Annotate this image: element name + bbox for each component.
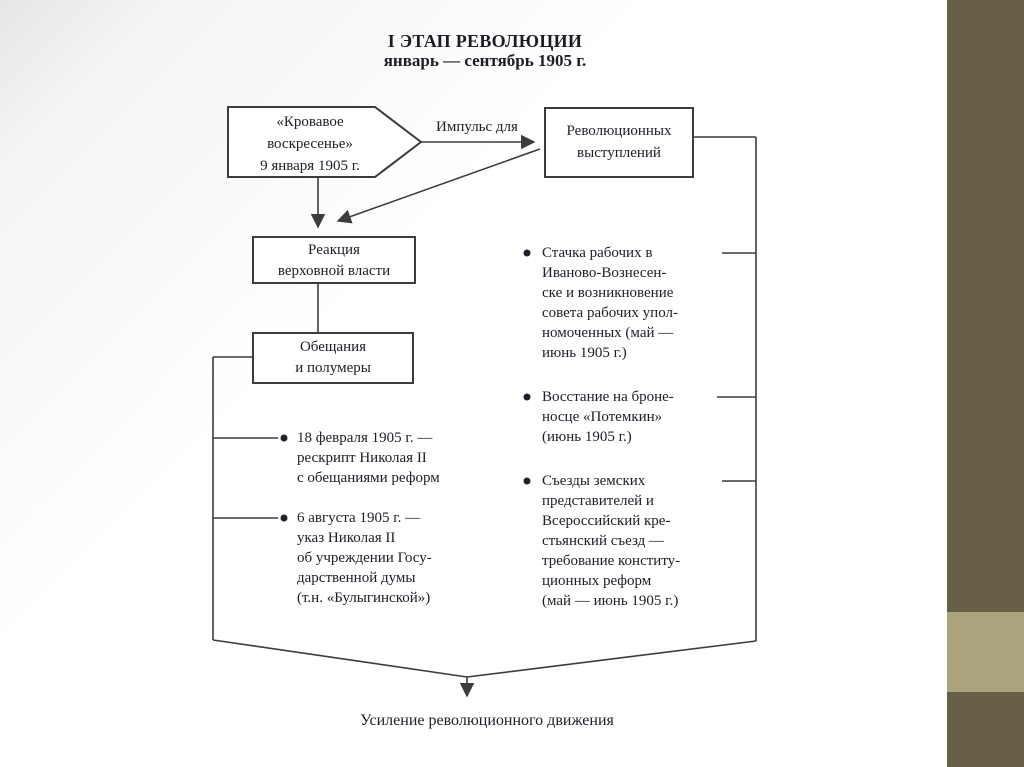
bullet-dot bbox=[524, 478, 531, 485]
left-event-2: 6 августа 1905 г. — указ Николая II об учреждении Госу- дарственной думы (т.н. «Булыгинской») bbox=[297, 510, 432, 606]
diagram-arrows bbox=[318, 142, 540, 696]
right-event-3: Съезды земских представителей и Всероссийский кре- стьянский съезд — требование конститу- ционных реформ (май — июнь 1905 г.) bbox=[542, 473, 681, 609]
bullet-dot bbox=[524, 394, 531, 401]
outcome-label: Усиление революционного движения bbox=[360, 712, 614, 729]
bloody-sunday-label: «Кровавое воскресенье» 9 января 1905 г. bbox=[260, 114, 360, 174]
revolutionary-actions-label: Революционных выступлений bbox=[566, 123, 672, 161]
right-scrollbar-track[interactable] bbox=[947, 0, 1024, 767]
bullet-dot bbox=[524, 250, 531, 257]
bullet-dot bbox=[281, 435, 288, 442]
bullet-dot bbox=[281, 515, 288, 522]
right-event-2: Восстание на броне- носце «Потемкин» (июнь 1905 г.) bbox=[542, 389, 674, 445]
funnel-left-diagonal bbox=[213, 640, 467, 677]
left-event-1: 18 февраля 1905 г. — рескрипт Николая II с обещаниями реформ bbox=[297, 430, 440, 486]
impulse-label: Импульс для bbox=[436, 119, 518, 135]
scrollbar-thumb[interactable] bbox=[947, 612, 1024, 692]
title-line2: январь — сентябрь 1905 г. bbox=[383, 51, 587, 70]
reaction-label: Реакция верховной власти bbox=[277, 242, 391, 279]
right-event-1: Стачка рабочих в Иваново-Вознесен- ске и возникновение совета рабочих упол- номоченных (май — июнь 1905 г.) bbox=[542, 245, 678, 361]
slide-title bbox=[300, 31, 670, 71]
title-line1: I ЭТАП РЕВОЛЮЦИИ bbox=[387, 31, 583, 51]
promises-label: Обещания и полумеры bbox=[295, 339, 371, 376]
funnel-right-diagonal bbox=[467, 641, 756, 677]
